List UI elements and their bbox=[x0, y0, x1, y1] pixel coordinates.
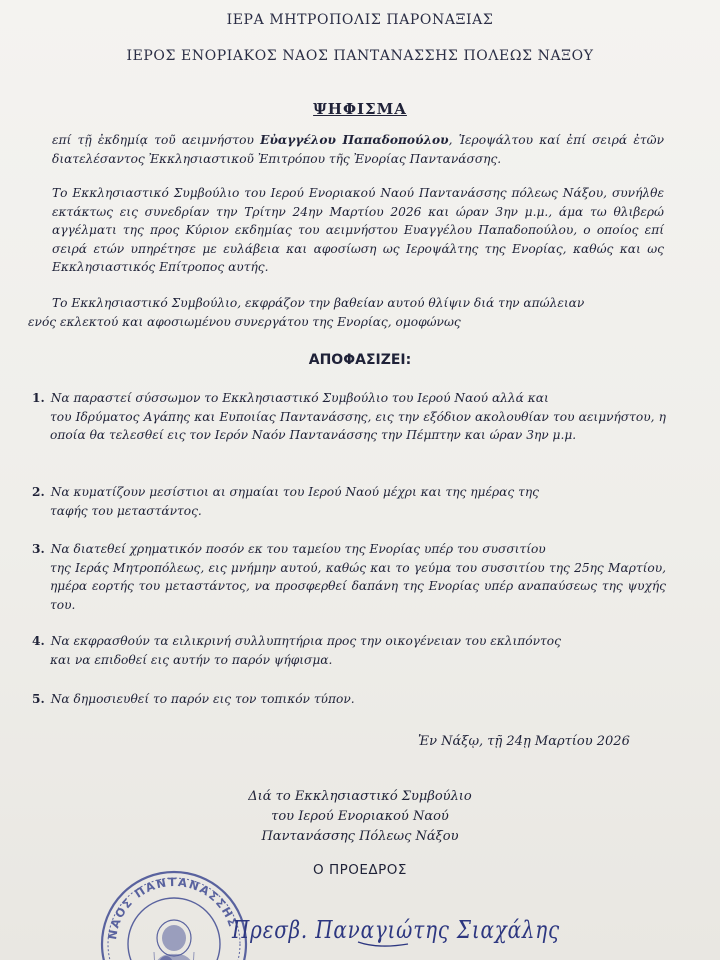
metropolis-header: ΙΕΡΑ ΜΗΤΡΟΠΟΛΙΣ ΠΑΡΟΝΑΞΙΑΣ bbox=[226, 12, 494, 28]
decides-heading: ΑΠΟΦΑΣΙΖΕΙ: bbox=[308, 352, 412, 368]
signature-line-3: Παντανάσσης Πόλεως Νάξου bbox=[261, 829, 459, 844]
item-number: 4. bbox=[32, 634, 45, 648]
item-continuation: και να επιδοθεί εις αυτήν το παρόν ψήφισμα. bbox=[50, 652, 333, 667]
intro-prefix: επί τῇ ἐκδημίᾳ τοῦ αειμνήστου bbox=[52, 133, 261, 147]
intro-suffix: , Ἱεροψάλτου καί ἐπί σειρά ἐτῶν διατελέσαντος Ἐκκλησιαστικοῦ Ἐπιτρόπου τῆς Ἐνορίας Παντανάσσης. bbox=[52, 133, 665, 166]
president-title: Ο ΠΡΟΕΔΡΟΣ bbox=[313, 862, 407, 878]
item-continuation: του Ιδρύματος Αγάπης και Ευποιίας Παντανάσσης, εις την εξόδιον ακολουθίαν του αειμνήστου, η οποία θα τελεσθεί εις τον Ιερόν Ναόν Παντανάσσης την Πέμπτην και ώραν 3ην μ.μ. bbox=[50, 409, 666, 442]
signature-line-2: του Ιερού Ενοριακού Ναού bbox=[271, 809, 449, 824]
item-continuation: ταφής του μεταστάντος. bbox=[50, 503, 202, 518]
intro-paragraph bbox=[52, 131, 664, 168]
signature-text: Πρεσβ. Παναγιώτης Σιαχάλης bbox=[231, 916, 560, 944]
signature-block bbox=[150, 787, 570, 847]
item-first-line: Να διατεθεί χρηματικόν ποσόν εκ του ταμείου της Ενορίας υπέρ του συσσιτίου bbox=[50, 542, 546, 556]
item-number: 3. bbox=[32, 542, 45, 556]
resolution-item bbox=[32, 483, 666, 520]
sorrow-paragraph bbox=[28, 294, 664, 331]
resolution-item bbox=[32, 389, 666, 445]
svg-text:ΝΑΟΣ ΠΑΝΤΑΝΑΣΣΗΣ: ΝΑΟΣ ΠΑΝΤΑΝΑΣΣΗΣ bbox=[105, 874, 241, 941]
item-first-line: Να παραστεί σύσσωμον το Εκκλησιαστικό Συμβούλιο του Ιερού Ναού αλλά και bbox=[50, 391, 549, 405]
handwritten-signature bbox=[228, 902, 568, 952]
resolution-item bbox=[32, 690, 666, 709]
sorrow-line-1: Το Εκκλησιαστικό Συμβούλιο, εκφράζον την βαθείαν αυτού θλίψιν διά την απώλειαν bbox=[52, 296, 585, 310]
date-line: Ἐν Νάξῳ, τῇ 24ῃ Μαρτίου 2026 bbox=[418, 734, 630, 749]
resolution-item bbox=[32, 632, 666, 669]
signature-line-1: Διά το Εκκλησιαστικό Συμβούλιο bbox=[248, 789, 472, 804]
item-first-line: Να δημοσιευθεί το παρόν εις τον τοπικόν τύπον. bbox=[50, 692, 355, 706]
item-number: 5. bbox=[32, 692, 45, 706]
resolution-item bbox=[32, 540, 666, 614]
item-continuation: της Ιεράς Μητροπόλεως, εις μνήμην αυτού, καθώς και το γεύμα του συσσιτίου της 25ης Μαρτίου, ημέρα εορτής του μεταστάντος, να προσφερθεί δαπάνη της Ενορίας υπέρ αναπαύσεως της ψυχής του. bbox=[50, 560, 666, 612]
item-first-line: Να εκφρασθούν τα ειλικρινή συλλυπητήρια προς την οικογένειαν του εκλιπόντος bbox=[50, 634, 561, 648]
deceased-name: Εὐαγγέλου Παπαδοπούλου bbox=[260, 133, 449, 147]
item-number: 1. bbox=[32, 391, 45, 405]
item-number: 2. bbox=[32, 485, 45, 499]
sorrow-line-2: ενός εκλεκτού και αφοσιωμένου συνεργάτου της Ενορίας, ομοφώνως bbox=[28, 314, 461, 329]
item-first-line: Να κυματίζουν μεσίστιοι αι σημαίαι του Ιερού Ναού μέχρι και της ημέρας της bbox=[50, 485, 539, 499]
document-title: ΨΗΦΙΣΜΑ bbox=[313, 100, 407, 118]
parish-header: ΙΕΡΟΣ ΕΝΟΡΙΑΚΟΣ ΝΑΟΣ ΠΑΝΤΑΝΑΣΣΗΣ ΠΟΛΕΩΣ ΝΑΞΟΥ bbox=[126, 48, 594, 64]
council-paragraph: Το Εκκλησιαστικό Συμβούλιο του Ιερού Ενοριακού Ναού Παντανάσσης πόλεως Νάξου, συνήλθε εκτάκτως εις συνεδρίαν την Τρίτην 24ην Μαρτίου 2026 και ώραν 3ην μ.μ., άμα τω θλιβερώ αγγέλματι της προς Κύριον εκδημίας του αειμνήστου Ευαγγέλου Παπαδοπούλου, ο οποίος επί σειρά ετών υπηρέτησε με ευλάβεια και αφοσίωση ως Ιεροψάλτης της Ενορίας, καθώς και ως Εκκλησιαστικός Επίτροπος αυτής. bbox=[52, 186, 664, 274]
